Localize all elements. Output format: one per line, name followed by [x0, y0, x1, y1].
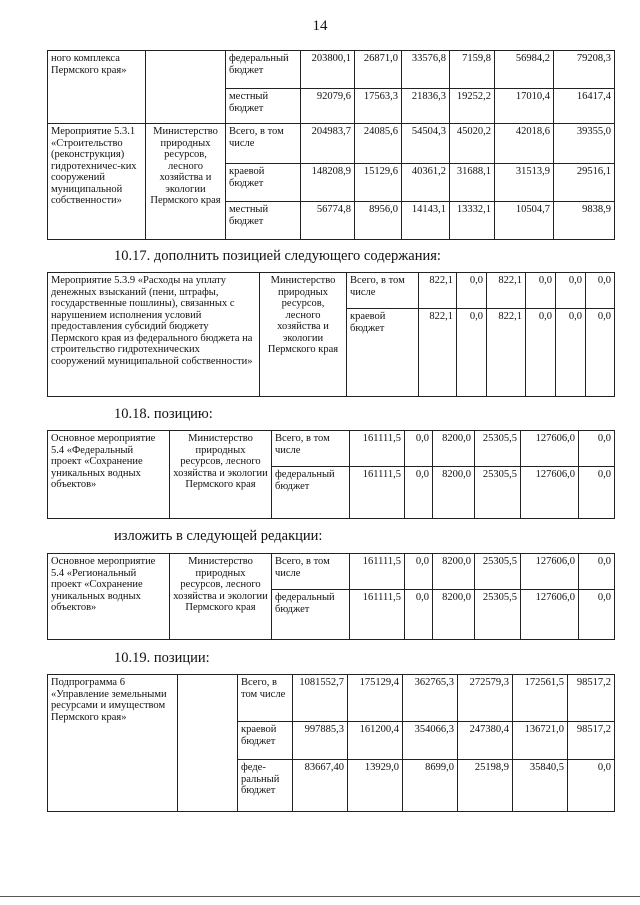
event-name-cell: Мероприятие 5.3.1 «Строительство (реконструкция) гидротехничес-ких сооружений муниципальной собственности»: [48, 124, 146, 240]
ministry-cell: Министерство природных ресурсов, лесного хозяйства и экологии Пермского края: [170, 431, 272, 519]
value-cell: 0,0: [457, 273, 487, 309]
value-cell: 25198,9: [458, 760, 513, 812]
value-cell: 127606,0: [521, 431, 579, 467]
section-heading: 10.18. позицию:: [114, 406, 213, 422]
value-cell: 8699,0: [403, 760, 458, 812]
value-cell: 14143,1: [402, 202, 450, 240]
value-cell: 161200,4: [348, 722, 403, 760]
value-cell: 25305,5: [475, 554, 521, 590]
value-cell: 26871,0: [355, 51, 402, 89]
table-row: [48, 554, 615, 590]
budget-table-5: [47, 674, 615, 812]
value-cell: 25305,5: [475, 590, 521, 640]
value-cell: 98517,2: [568, 722, 615, 760]
value-cell: 8956,0: [355, 202, 402, 240]
value-cell: 0,0: [568, 760, 615, 812]
value-cell: 8200,0: [433, 590, 475, 640]
page-number: 14: [312, 18, 328, 34]
value-cell: 0,0: [556, 309, 586, 397]
value-cell: 0,0: [586, 309, 615, 397]
value-cell: 7159,8: [450, 51, 495, 89]
value-cell: 33576,8: [402, 51, 450, 89]
value-cell: 0,0: [579, 467, 615, 519]
value-cell: 161111,5: [350, 590, 405, 640]
value-cell: 0,0: [526, 309, 556, 397]
table-row: [48, 675, 615, 722]
value-cell: 362765,3: [403, 675, 458, 722]
value-cell: 148208,9: [301, 164, 355, 202]
value-cell: 8200,0: [433, 431, 475, 467]
value-cell: 54504,3: [402, 124, 450, 164]
value-cell: 0,0: [579, 590, 615, 640]
budget-table-1: [47, 50, 615, 240]
value-cell: 21836,3: [402, 89, 450, 124]
value-cell: 42018,6: [495, 124, 554, 164]
budget-source-cell: феде-ральный бюджет: [238, 760, 293, 812]
value-cell: 822,1: [487, 273, 526, 309]
value-cell: 83667,40: [293, 760, 348, 812]
section-heading: изложить в следующей редакции:: [114, 528, 323, 544]
budget-source-cell: местный бюджет: [226, 89, 301, 124]
ministry-cell: Министерство природных ресурсов, лесного хозяйства и экологии Пермского края: [260, 273, 347, 397]
value-cell: 19252,2: [450, 89, 495, 124]
value-cell: 1081552,7: [293, 675, 348, 722]
value-cell: 24085,6: [355, 124, 402, 164]
value-cell: 822,1: [419, 309, 457, 397]
event-name-cell: ного комплекса Пермского края»: [48, 51, 146, 124]
section-heading: 10.19. позиции:: [114, 650, 210, 666]
value-cell: 16417,4: [554, 89, 615, 124]
value-cell: 98517,2: [568, 675, 615, 722]
value-cell: 136721,0: [513, 722, 568, 760]
value-cell: 0,0: [405, 590, 433, 640]
value-cell: 31513,9: [495, 164, 554, 202]
value-cell: 45020,2: [450, 124, 495, 164]
event-name-cell: Основное мероприятие 5.4 «Региональный проект «Сохранение уникальных водных объектов»: [48, 554, 170, 640]
value-cell: 15129,6: [355, 164, 402, 202]
event-name-cell: Подпрограмма 6 «Управление земельными ресурсами и имуществом Пермского края»: [48, 675, 178, 812]
value-cell: 0,0: [405, 554, 433, 590]
event-name-cell: Основное мероприятие 5.4 «Федеральный проект «Сохранение уникальных водных объектов»: [48, 431, 170, 519]
value-cell: 13332,1: [450, 202, 495, 240]
budget-source-cell: краевой бюджет: [347, 309, 419, 397]
budget-source-cell: местный бюджет: [226, 202, 301, 240]
table-row: [48, 431, 615, 467]
value-cell: 354066,3: [403, 722, 458, 760]
value-cell: 127606,0: [521, 554, 579, 590]
budget-table-3: [47, 430, 615, 519]
value-cell: 9838,9: [554, 202, 615, 240]
value-cell: 272579,3: [458, 675, 513, 722]
table-row: [48, 51, 615, 89]
value-cell: 0,0: [579, 554, 615, 590]
budget-source-cell: Всего, в том числе: [226, 124, 301, 164]
page-bottom-divider: [0, 896, 640, 897]
budget-source-cell: краевой бюджет: [238, 722, 293, 760]
value-cell: 35840,5: [513, 760, 568, 812]
budget-source-cell: Всего, в том числе: [238, 675, 293, 722]
value-cell: 0,0: [556, 273, 586, 309]
value-cell: 161111,5: [350, 431, 405, 467]
budget-source-cell: краевой бюджет: [226, 164, 301, 202]
event-name-cell: Мероприятие 5.3.9 «Расходы на уплату денежных взысканий (пени, штрафы, государственные пошлины), связанных с нарушением исполнения условий предоставления субсидий бюджету Пермского края из федерального бюджета на строительство гидротехнических сооружений муниципальной собственности»: [48, 273, 260, 397]
value-cell: 161111,5: [350, 554, 405, 590]
budget-table-2: [47, 272, 615, 397]
budget-source-cell: Всего, в том числе: [272, 431, 350, 467]
budget-table-4: [47, 553, 615, 640]
value-cell: 29516,1: [554, 164, 615, 202]
value-cell: 822,1: [419, 273, 457, 309]
value-cell: 25305,5: [475, 431, 521, 467]
value-cell: 31688,1: [450, 164, 495, 202]
value-cell: 247380,4: [458, 722, 513, 760]
value-cell: 0,0: [405, 467, 433, 519]
value-cell: 127606,0: [521, 590, 579, 640]
value-cell: 40361,2: [402, 164, 450, 202]
value-cell: 17563,3: [355, 89, 402, 124]
value-cell: 0,0: [579, 431, 615, 467]
value-cell: 56774,8: [301, 202, 355, 240]
value-cell: 161111,5: [350, 467, 405, 519]
budget-source-cell: федеральный бюджет: [272, 590, 350, 640]
budget-source-cell: Всего, в том числе: [347, 273, 419, 309]
budget-source-cell: Всего, в том числе: [272, 554, 350, 590]
value-cell: 0,0: [405, 431, 433, 467]
value-cell: 79208,3: [554, 51, 615, 89]
ministry-cell: Министерство природных ресурсов, лесного хозяйства и экологии Пермского края: [146, 124, 226, 240]
value-cell: 25305,5: [475, 467, 521, 519]
value-cell: 822,1: [487, 309, 526, 397]
value-cell: 175129,4: [348, 675, 403, 722]
budget-source-cell: федеральный бюджет: [226, 51, 301, 89]
value-cell: 172561,5: [513, 675, 568, 722]
value-cell: 56984,2: [495, 51, 554, 89]
value-cell: 0,0: [586, 273, 615, 309]
value-cell: 8200,0: [433, 554, 475, 590]
value-cell: 204983,7: [301, 124, 355, 164]
value-cell: 39355,0: [554, 124, 615, 164]
table-row: [48, 124, 615, 164]
budget-source-cell: федеральный бюджет: [272, 467, 350, 519]
value-cell: 10504,7: [495, 202, 554, 240]
table-row: [48, 273, 615, 309]
value-cell: 0,0: [526, 273, 556, 309]
value-cell: 13929,0: [348, 760, 403, 812]
ministry-cell: Министерство природных ресурсов, лесного хозяйства и экологии Пермского края: [170, 554, 272, 640]
value-cell: 127606,0: [521, 467, 579, 519]
value-cell: 17010,4: [495, 89, 554, 124]
ministry-cell: [146, 51, 226, 124]
section-heading: 10.17. дополнить позицией следующего содержания:: [114, 248, 441, 264]
ministry-cell: [178, 675, 238, 812]
value-cell: 997885,3: [293, 722, 348, 760]
value-cell: 203800,1: [301, 51, 355, 89]
value-cell: 92079,6: [301, 89, 355, 124]
value-cell: 8200,0: [433, 467, 475, 519]
value-cell: 0,0: [457, 309, 487, 397]
